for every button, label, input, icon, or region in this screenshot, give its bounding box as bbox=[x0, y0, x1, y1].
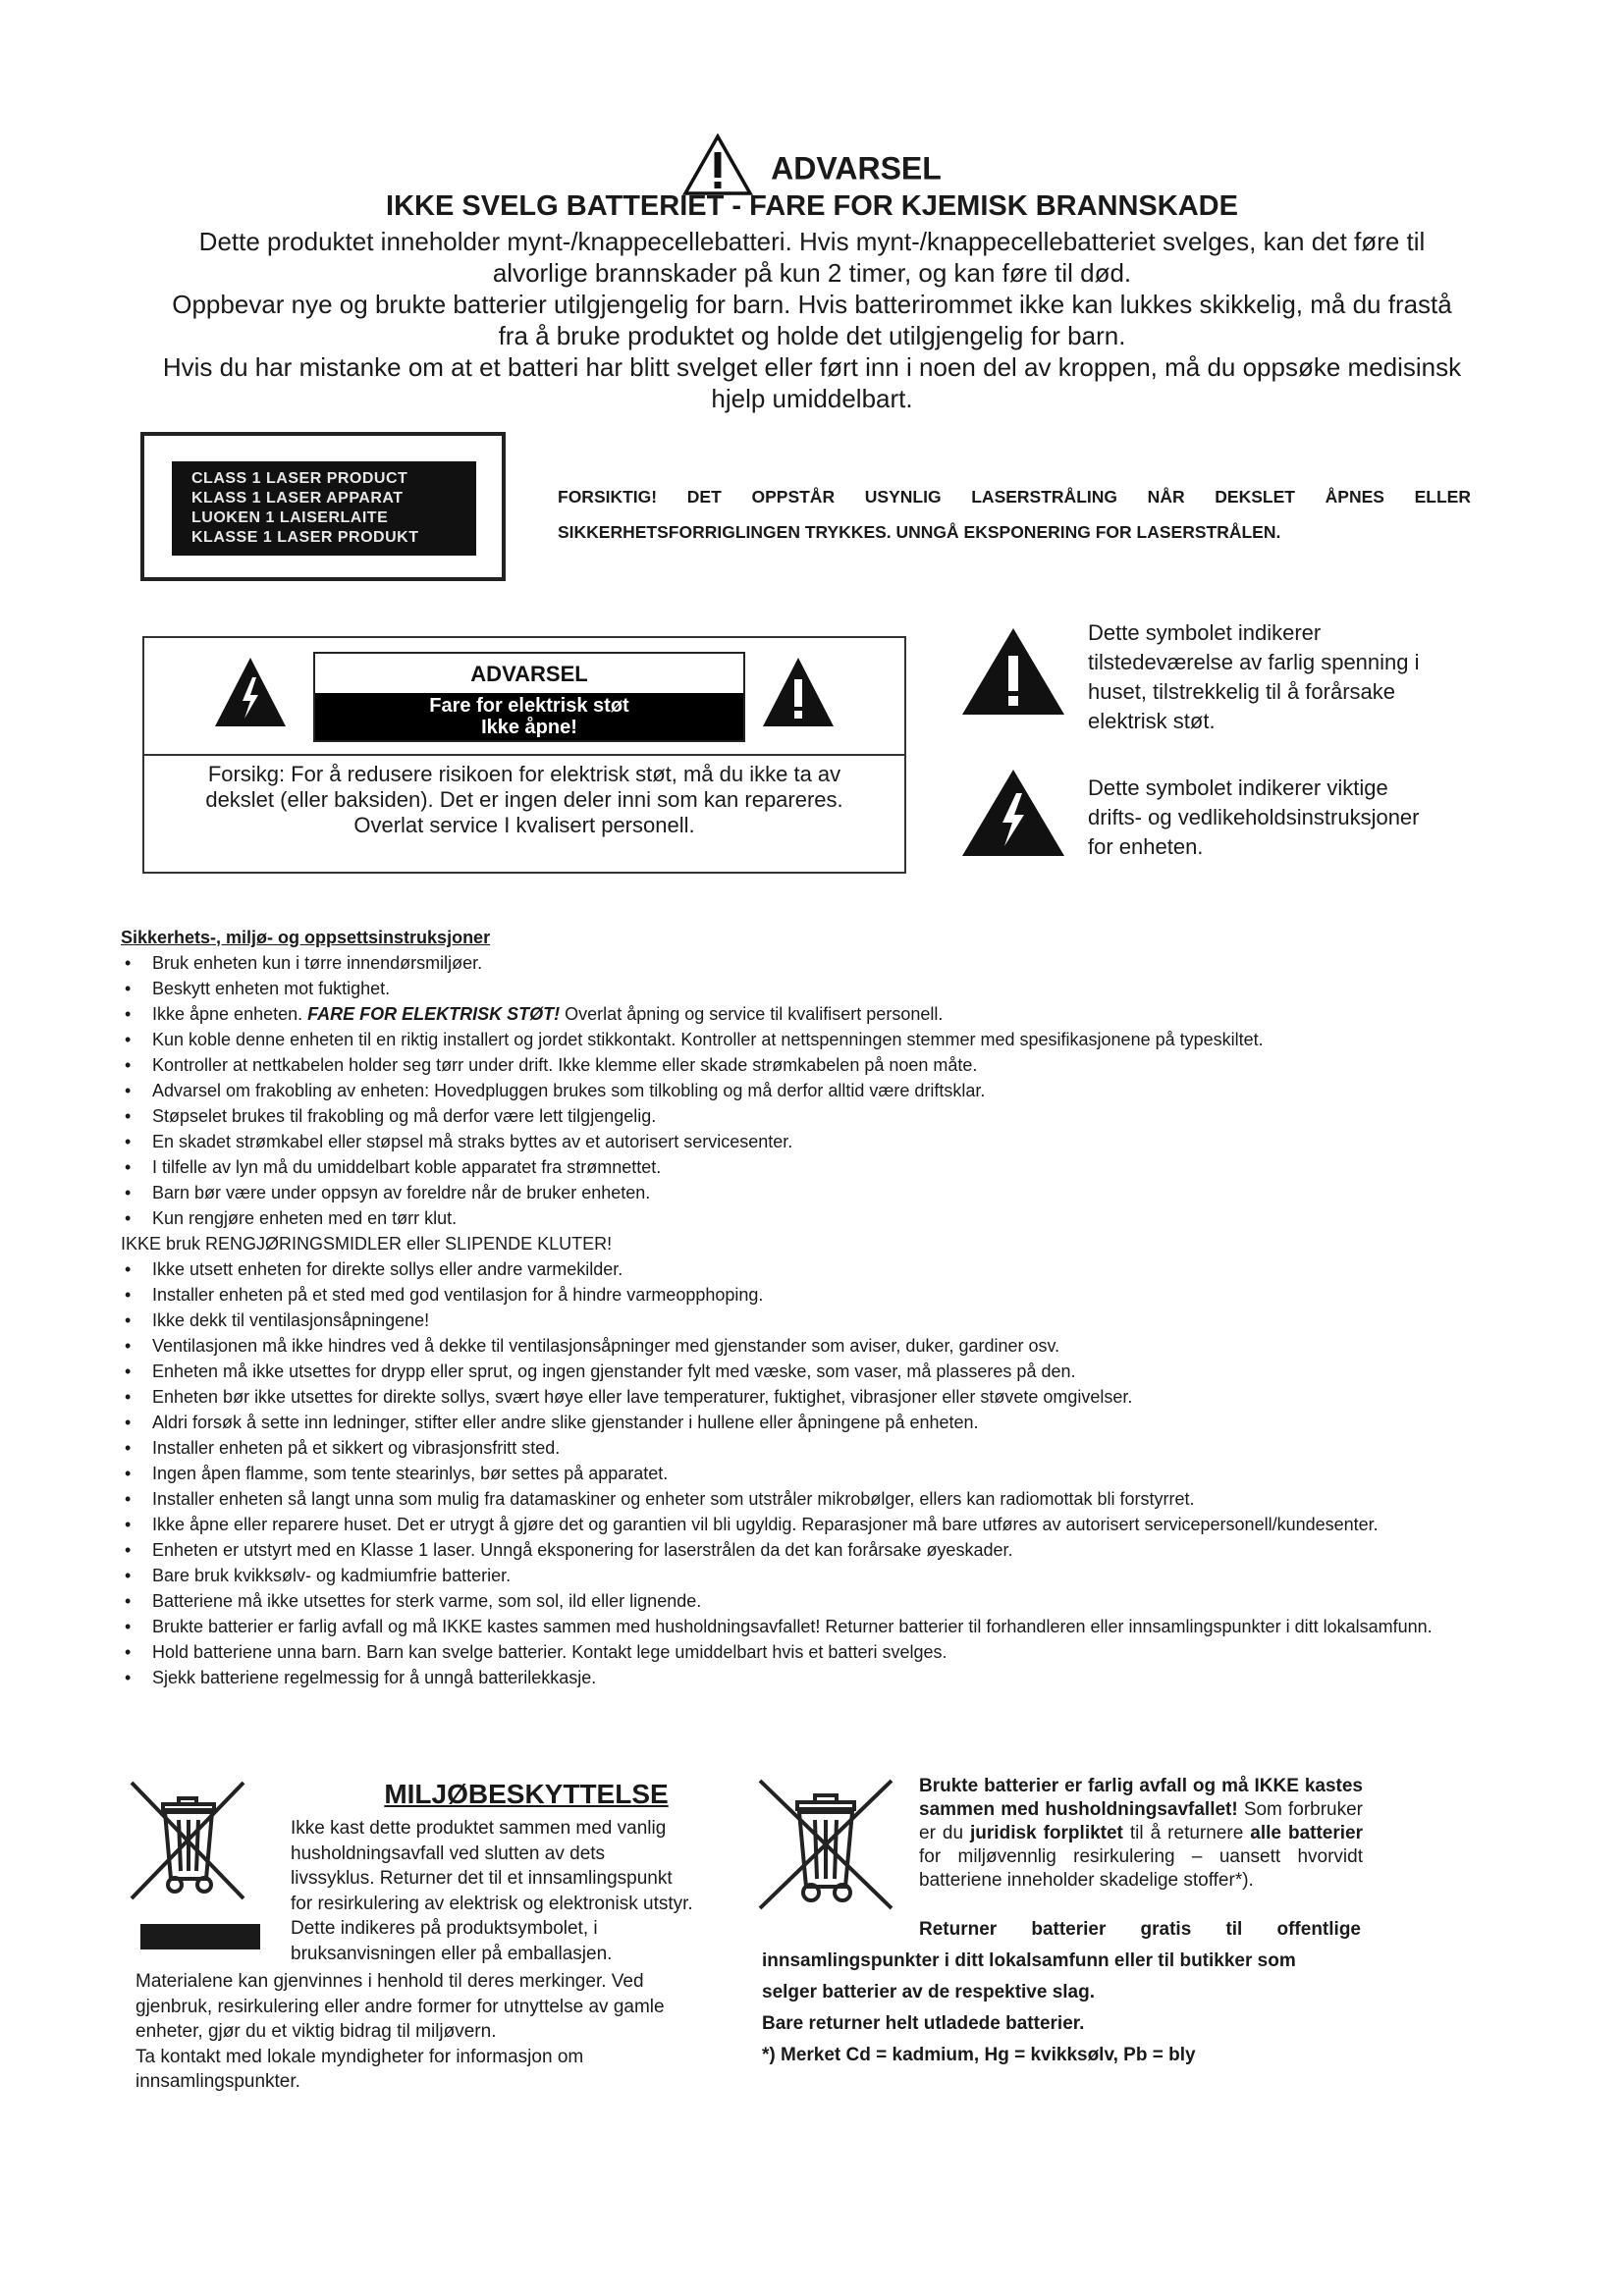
environment-line: Dette indikeres på produktsymbolet, i bbox=[291, 1918, 598, 1939]
list-item: • Installer enheten så langt unna som mulig fra datamaskiner og enheter som utstråler mikrobølger, ellers kan radiomottak bli forstyrret. bbox=[121, 1486, 1505, 1512]
battery-return-line: *) Merket Cd = kadmium, Hg = kvikksølv, Pb = bly bbox=[762, 2045, 1196, 2065]
list-item: • Batteriene må ikke utsettes for sterk varme, som sol, ild eller lignende. bbox=[121, 1588, 1505, 1614]
list-item: • Ingen åpen flamme, som tente stearinlys, bør settes på apparatet. bbox=[121, 1461, 1505, 1486]
battery-warning-text bbox=[108, 226, 1516, 414]
list-item: • Sjekk batteriene regelmessig for å unngå batterilekkasje. bbox=[121, 1665, 1505, 1690]
list-item: • Aldri forsøk å sette inn ledninger, stifter eller andre slike gjenstander i hullene eller åpningene på enheten. bbox=[121, 1410, 1505, 1435]
list-item: • Hold batteriene unna barn. Barn kan svelge batterier. Kontakt lege umiddelbart hvis et batteri svelges. bbox=[121, 1639, 1505, 1665]
lightning-symbol-description bbox=[1088, 774, 1461, 862]
electric-warning-subline: Fare for elektrisk støt bbox=[429, 695, 629, 717]
list-item: • Enheten er utstyrt med en Klasse 1 laser. Unngå eksponering for laserstrålen da det kan forårsake øyeskader. bbox=[121, 1537, 1505, 1563]
battery-disposal-text-part: Som forbruker er du bbox=[919, 1799, 1364, 1843]
laser-label-line: KLASS 1 LASER APPARAT bbox=[191, 490, 404, 507]
battery-warning-line: Hvis du har mistanke om at et batteri har blitt svelget eller ført inn i noen del av kroppen, må du oppsøke medisinsk bbox=[162, 352, 1462, 382]
list-item: • Ventilasjonen må ikke hindres ved å dekke til ventilasjonsåpninger med gjenstander som aviser, duker, gardiner osv. bbox=[121, 1333, 1505, 1359]
cleaning-warning: IKKE bruk RENGJØRINGSMIDLER eller SLIPENDE KLUTER! bbox=[121, 1234, 613, 1254]
battery-warning-line: Oppbevar nye og brukte batterier utilgjengelig for barn. Hvis batterirommet ikke kan lukkes skikkelig, må du frastå bbox=[172, 290, 1452, 319]
battery-return-text bbox=[762, 1914, 1390, 2071]
electric-caution-line: Forsikg: For å redusere risikoen for elektrisk støt, må du ikke ta av bbox=[207, 762, 841, 786]
environment-text bbox=[291, 1816, 752, 1966]
environment-line: livssyklus. Returner det til et innsamlingspunkt bbox=[291, 1868, 673, 1889]
safety-section-title: Sikkerhets-, miljø- og oppsettsinstruksjoner bbox=[121, 928, 491, 947]
list-item: • Kontroller at nettkabelen holder seg tørr under drift. Ikke klemme eller skade strømkabelen på noen måte. bbox=[121, 1052, 1505, 1078]
exclamation-symbol-description bbox=[1088, 618, 1461, 736]
safety-list-c bbox=[121, 1256, 1505, 1690]
environment-line: innsamlingspunkter. bbox=[135, 2071, 300, 2092]
battery-disposal-text-part: for miljøvennlig resirkulering – uansett hvorvidt batteriene inneholder skadelige stoffer*). bbox=[919, 1846, 1363, 1891]
symbol-description-line: huset, tilstrekkelig til å forårsake bbox=[1088, 679, 1396, 704]
exclamation-triangle-icon bbox=[960, 626, 1066, 721]
list-item: • Beskytt enheten mot fuktighet. bbox=[121, 976, 1505, 1001]
laser-label-line: CLASS 1 LASER PRODUCT bbox=[191, 470, 408, 487]
battery-disposal-text bbox=[919, 1775, 1363, 1893]
battery-warning-line: fra å bruke produktet og holde det utilgjengelig for barn. bbox=[498, 321, 1126, 350]
environment-line: bruksanvisningen eller på emballasjen. bbox=[291, 1943, 613, 1964]
environment-line: husholdningsavfall ved slutten av dets bbox=[291, 1842, 606, 1864]
battery-warning-line: hjelp umiddelbart. bbox=[711, 384, 913, 413]
exclamation-triangle-icon bbox=[761, 656, 836, 733]
laser-warning-line: SIKKERHETSFORRIGLINGEN TRYKKES. UNNGÅ EKSPONERING FOR LASERSTRÅLEN. bbox=[558, 522, 1281, 542]
list-item: • Enheten bør ikke utsettes for direkte sollys, svært høye eller lave temperaturer, fuktighet, vibrasjoner eller støvete omgivelser. bbox=[121, 1384, 1505, 1410]
environment-line: for resirkulering av elektrisk og elektronisk utstyr. bbox=[291, 1893, 693, 1914]
electric-warning-label bbox=[313, 652, 745, 742]
list-item-text: Ikke åpne enheten. bbox=[152, 1004, 303, 1024]
symbol-description-line: Dette symbolet indikerer viktige bbox=[1088, 775, 1388, 800]
battery-disposal-emphasis: juridisk forpliktet bbox=[970, 1823, 1123, 1843]
battery-disposal-emphasis: alle batterier bbox=[1250, 1823, 1363, 1843]
list-item: • Installer enheten på et sted med god ventilasjon for å hindre varmeopphoping. bbox=[121, 1282, 1505, 1308]
laser-label-line: KLASSE 1 LASER PRODUKT bbox=[191, 529, 419, 546]
lightning-triangle-icon bbox=[960, 768, 1066, 863]
symbol-description-line: drifts- og vedlikeholdsinstruksjoner bbox=[1088, 805, 1420, 829]
battery-return-line: innsamlingspunkter i ditt lokalsamfunn eller til butikker som bbox=[762, 1950, 1296, 1971]
list-item: • En skadet strømkabel eller støpsel må straks byttes av et autorisert servicesenter. bbox=[121, 1129, 1505, 1154]
battery-disposal-text-part: til å returnere bbox=[1129, 1823, 1244, 1843]
safety-instructions bbox=[121, 925, 1505, 1690]
list-item: • Installer enheten på et sikkert og vibrasjonsfritt sted. bbox=[121, 1435, 1505, 1461]
environment-line: enheter, gjør du et viktig bidrag til miljøvern. bbox=[135, 2021, 497, 2042]
battery-return-line: Bare returner helt utladede batterier. bbox=[762, 2013, 1085, 2034]
list-item: • Enheten må ikke utsettes for drypp eller sprut, og ingen gjenstander fylt med væske, som vaser, må plasseres på den. bbox=[121, 1359, 1505, 1384]
battery-disposal-heading: Brukte batterier er farlig avfall og må IKKE kastes sammen med husholdningsavfallet! bbox=[919, 1776, 1363, 1820]
battery-return-line: Returner batterier gratis til offentlige bbox=[919, 1919, 1361, 1940]
list-item bbox=[121, 1001, 1505, 1027]
list-item-emphasis: FARE FOR ELEKTRISK STØT! bbox=[307, 1004, 561, 1024]
electric-warning-subline: Ikke åpne! bbox=[481, 717, 577, 738]
electric-caution-line: Overlat service I kvalisert personell. bbox=[353, 813, 695, 837]
laser-class-label bbox=[140, 432, 506, 581]
environment-line: Materialene kan gjenvinnes i henhold til deres merkinger. Ved bbox=[135, 1971, 644, 1992]
list-item-text: Overlat åpning og service til kvalifisert personell. bbox=[565, 1004, 944, 1024]
environment-text-continued bbox=[135, 1969, 725, 2095]
laser-class-label-inner bbox=[172, 461, 476, 556]
list-item: • Ikke dekk til ventilasjonsåpningene! bbox=[121, 1308, 1505, 1333]
laser-warning-line: FORSIKTIG! DET OPPSTÅR USYNLIG LASERSTRÅLING NÅR DEKSLET ÅPNES ELLER bbox=[558, 487, 1471, 507]
symbol-description-line: for enheten. bbox=[1088, 834, 1204, 859]
environment-line: Ikke kast dette produktet sammen med vanlig bbox=[291, 1818, 667, 1839]
electric-caution-text bbox=[144, 762, 904, 838]
safety-list-a bbox=[121, 950, 1505, 1231]
list-item: • I tilfelle av lyn må du umiddelbart koble apparatet fra strømnettet. bbox=[121, 1154, 1505, 1180]
electric-shock-warning-panel bbox=[142, 636, 906, 874]
symbol-description-line: tilstedeværelse av farlig spenning i bbox=[1088, 650, 1420, 674]
laser-label-line: LUOKEN 1 LAISERLAITE bbox=[191, 509, 389, 526]
environment-title: MILJØBESKYTTELSE bbox=[384, 1779, 669, 1809]
list-item: • Advarsel om frakobling av enheten: Hovedpluggen brukes som tilkobling og må derfor alltid være driftsklar. bbox=[121, 1078, 1505, 1103]
environment-line: Ta kontakt med lokale myndigheter for informasjon om bbox=[135, 2046, 584, 2067]
battery-warning-line: Dette produktet inneholder mynt-/knappecellebatteri. Hvis mynt-/knappecellebatteriet svelges, kan det føre til bbox=[198, 227, 1426, 256]
separate-collection-bar bbox=[140, 1924, 260, 1949]
list-item: • Bruk enheten kun i tørre innendørsmiljøer. bbox=[121, 950, 1505, 976]
panel-divider bbox=[144, 754, 904, 756]
battery-return-line: selger batterier av de respektive slag. bbox=[762, 1982, 1096, 2002]
environment-line: gjenbruk, resirkulering eller andre former for utnyttelse av gamle bbox=[135, 1996, 665, 2017]
list-item: • Kun koble denne enheten til en riktig installert og jordet stikkontakt. Kontroller at nettspenningen stemmer med spesifikasjonene på typeskiltet. bbox=[121, 1027, 1505, 1052]
symbol-description-line: Dette symbolet indikerer bbox=[1088, 620, 1322, 645]
electric-warning-heading: ADVARSEL bbox=[470, 662, 588, 686]
list-item: • Støpselet brukes til frakobling og må derfor være lett tilgjengelig. bbox=[121, 1103, 1505, 1129]
list-item: • Kun rengjøre enheten med en tørr klut. bbox=[121, 1205, 1505, 1231]
list-item: • Ikke utsett enheten for direkte sollys eller andre varmekilder. bbox=[121, 1256, 1505, 1282]
list-item: • Bare bruk kvikksølv- og kadmiumfrie batterier. bbox=[121, 1563, 1505, 1588]
list-item bbox=[121, 1512, 1505, 1537]
symbol-description-line: elektrisk støt. bbox=[1088, 709, 1216, 733]
laser-warning-text bbox=[558, 479, 1471, 550]
crossed-bin-icon bbox=[126, 1777, 249, 1927]
warning-title-text: ADVARSEL bbox=[771, 150, 942, 187]
electric-warning-subheading bbox=[315, 693, 743, 740]
list-item-text: • Ikke åpne eller reparere huset. Det er utrygt å gjøre det og garantien vil bli ugyldig. Reparasjoner må bare utføres av autorisert servicepersonell/kundesenter. bbox=[152, 1515, 1379, 1534]
list-item: • Brukte batterier er farlig avfall og må IKKE kastes sammen med husholdningsavfallet! Returner batterier til forhandleren eller innsamlingspunkter i ditt lokalsamfunn. bbox=[121, 1614, 1505, 1639]
battery-warning-subtitle: IKKE SVELG BATTERIET - FARE FOR KJEMISK BRANNSKADE bbox=[386, 190, 1238, 222]
battery-warning-line: alvorlige brannskader på kun 2 timer, og kan føre til død. bbox=[492, 258, 1132, 288]
list-item: • Barn bør være under oppsyn av foreldre når de bruker enheten. bbox=[121, 1180, 1505, 1205]
crossed-bin-icon bbox=[752, 1773, 899, 1925]
electric-caution-line: dekslet (eller baksiden). Det er ingen deler inni som kan repareres. bbox=[205, 787, 843, 812]
lightning-triangle-icon bbox=[213, 656, 288, 733]
